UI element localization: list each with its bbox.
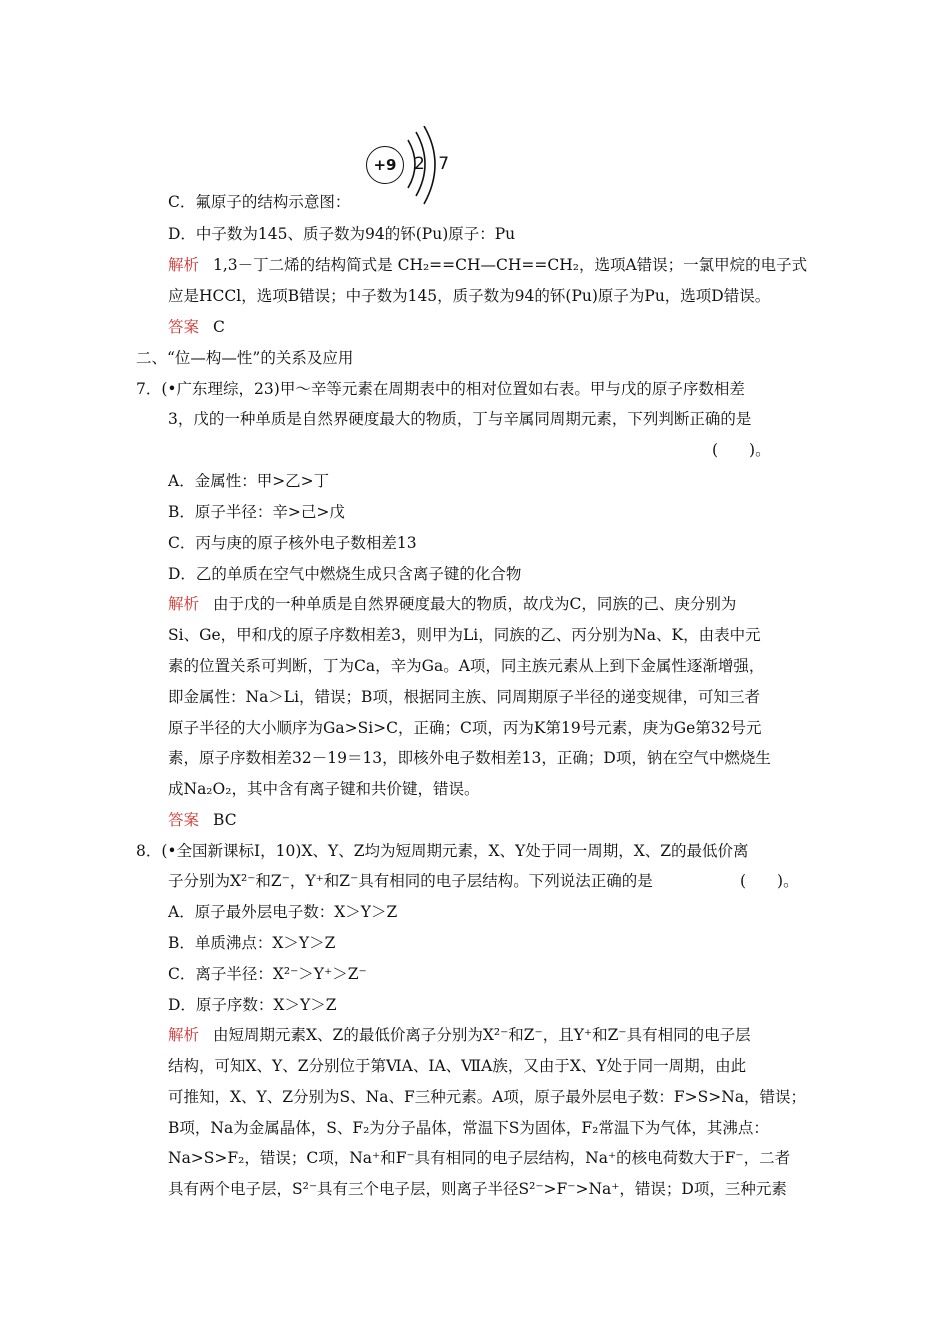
q7-analysis-line-3: 素的位置关系可判断，丁为Ca，辛为Ga。A项，同主族元素从上到下金属性逐渐增强， [168,657,765,675]
answer-label: 答案 [168,318,200,336]
q8-stem-line-1: 8．(•全国新课标Ⅰ，10)X、Y、Z均为短周期元素，X、Y处于同一周期，X、Z的最低价离 [136,842,749,860]
q7-analysis-line-1: 解析 由于戊的一种单质是自然界硬度最大的物质，故戊为C，同族的己、庚分别为 [168,595,737,613]
q7-stem-line-2: 3，戊的一种单质是自然界硬度最大的物质，丁与辛属同周期元素，下列判断正确的是 [168,410,752,428]
analysis-label: 解析 [168,256,200,274]
fluorine-atom-diagram [366,126,456,212]
q8-option-c: C．离子半径：X²⁻＞Y⁺＞Z⁻ [168,965,367,983]
q6-option-d: D．中子数为145、质子数为94的钚(Pu)原子：Pu [168,225,516,243]
q8-option-b: B．单质沸点：X＞Y＞Z [168,934,336,952]
q7-stem-line-1: 7．(•广东理综，23)甲～辛等元素在周期表中的相对位置如右表。甲与戊的原子序数相差 [136,380,745,398]
q8-analysis-line-2: 结构，可知X、Y、Z分别位于第ⅥA、ⅠA、ⅦA族，又由于X、Y处于同一周期，由此 [168,1057,747,1075]
q7-analysis-line-2: Si、Ge，甲和戊的原子序数相差3，则甲为Li，同族的乙、丙分别为Na、K，由表中元 [168,626,761,644]
q7-option-b: B．原子半径：辛>己>戊 [168,503,345,521]
q7-option-d: D．乙的单质在空气中燃烧生成只含离子键的化合物 [168,565,522,583]
q7-option-c: C．丙与庚的原子核外电子数相差13 [168,534,417,552]
shell-electron-counts: 2 7 [414,154,454,174]
q8-option-d: D．原子序数：X＞Y＞Z [168,996,337,1014]
answer-label: 答案 [168,811,200,829]
q8-analysis-line-3: 可推知，X、Y、Z分别为S、Na、F三种元素。A项，原子最外层电子数：F>S>Na，错误； [168,1088,807,1106]
analysis-label: 解析 [168,595,200,613]
q7-option-a: A．金属性：甲>乙>丁 [168,472,330,490]
q6-analysis-line-2: 应是HCCl，选项B错误；中子数为145，质子数为94的钚(Pu)原子为Pu，选项D错误。 [168,287,771,305]
q7-analysis-line-4: 即金属性：Na＞Li，错误；B项，根据同主族、同周期原子半径的递变规律，可知三者 [168,688,760,706]
q7-analysis-line-5: 原子半径的大小顺序为Ga>Si>C，正确；C项，丙为K第19号元素，庚为Ge第32号元 [168,719,762,737]
q6-analysis-line-1: 解析 1,3－丁二烯的结构简式是 CH₂==CH—CH==CH₂，选项A错误；一氯甲烷的电子式 [168,256,808,274]
q8-stem-line-2: 子分别为X²⁻和Z⁻，Y⁺和Z⁻具有相同的电子层结构。下列说法正确的是 [168,872,653,890]
q6-answer: 答案 C [168,318,225,336]
q7-answer-blank: ( )。 [712,441,771,459]
q7-answer: 答案 BC [168,811,237,829]
q7-analysis-line-6: 素，原子序数相差32－19＝13，即核外电子数相差13，正确；D项，钠在空气中燃烧生 [168,749,771,767]
q8-analysis-line-1: 解析 由短周期元素X、Z的最低价离子分别为X²⁻和Z⁻，且Y⁺和Z⁻具有相同的电子层 [168,1026,751,1044]
section-title: 二、“位—构—性”的关系及应用 [136,349,354,367]
q7-analysis-line-7: 成Na₂O₂，其中含有离子键和共价键，错误。 [168,780,480,798]
q8-option-a: A．原子最外层电子数：X＞Y＞Z [168,903,398,921]
q8-answer-blank: ( )。 [740,872,799,890]
q8-analysis-line-5: Na>S>F₂，错误；C项，Na⁺和F⁻具有相同的电子层结构，Na⁺的核电荷数大于F⁻，二者 [168,1149,791,1167]
q8-analysis-line-6: 具有两个电子层，S²⁻具有三个电子层，则离子半径S²⁻>F⁻>Na⁺，错误；D项，三种元素 [168,1180,787,1198]
q8-analysis-line-4: B项，Na为金属晶体，S、F₂为分子晶体，常温下S为固体，F₂常温下为气体，其沸点： [168,1119,769,1137]
nucleus-charge: +9 [366,146,404,184]
analysis-label: 解析 [168,1026,200,1044]
q6-option-c: C．氟原子的结构示意图： [168,193,351,211]
